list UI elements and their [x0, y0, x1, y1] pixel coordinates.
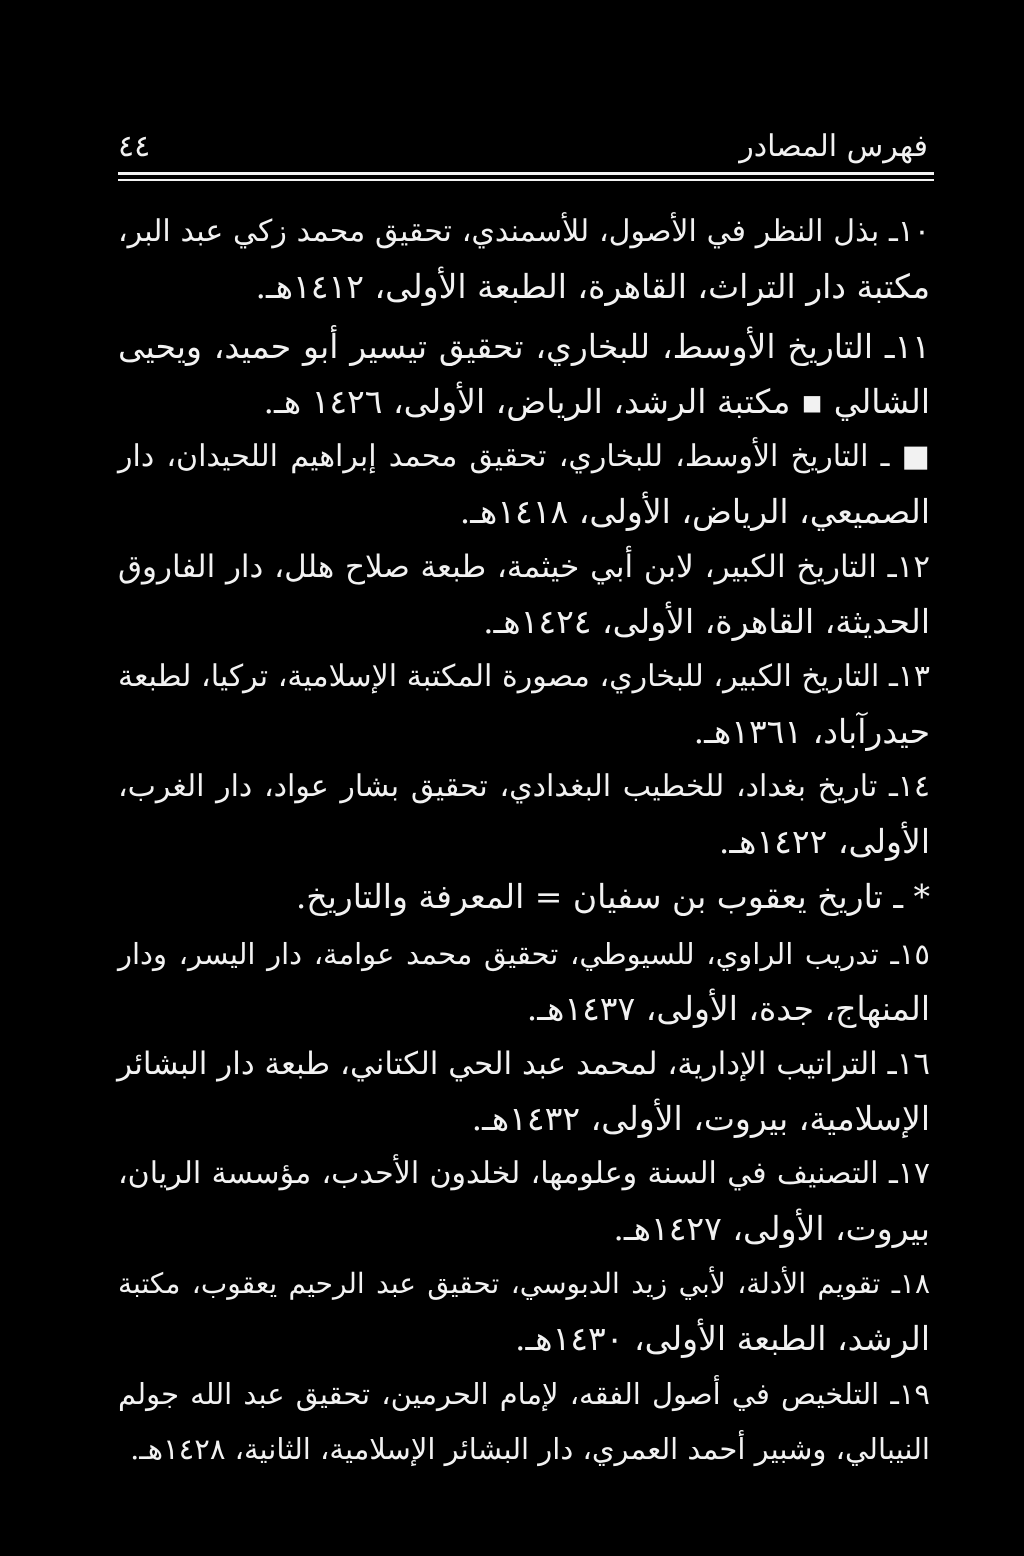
header-rule-top — [118, 172, 934, 175]
entry-line: ١١ـ التاريخ الأوسط، للبخاري، تحقيق تيسير أبو حميد، ويحيى — [118, 327, 930, 366]
entry-line: الأولى، ١٤٢٢هـ. — [718, 822, 930, 861]
entry-line: * ـ تاريخ يعقوب بن سفيان = المعرفة والتاريخ. — [295, 877, 930, 916]
header-rule-bottom — [118, 179, 934, 181]
entry-line: ١٧ـ التصنيف في السنة وعلومها، لخلدون الأحدب، مؤسسة الريان، — [118, 1156, 930, 1191]
entry-line: الحديثة، القاهرة، الأولى، ١٤٢٤هـ. — [483, 602, 930, 641]
entry-line: ١٢ـ التاريخ الكبير، لابن أبي خيثمة، طبعة صلاح هلل، دار الفاروق — [118, 549, 930, 585]
entry-line: حيدرآباد، ١٣٦١هـ. — [693, 712, 930, 751]
entry-line: المنهاج، جدة، الأولى، ١٤٣٧هـ. — [526, 989, 930, 1028]
entry-line: الرشد، الطبعة الأولى، ١٤٣٠هـ. — [515, 1319, 930, 1358]
entry-line: الإسلامية، بيروت، الأولى، ١٤٣٢هـ. — [471, 1099, 930, 1138]
entry-line: النيبالي، وشبير أحمد العمري، دار البشائر الإسلامية، الثانية، ١٤٢٨هـ. — [130, 1432, 930, 1466]
entry-line: ١٣ـ التاريخ الكبير، للبخاري، مصورة المكتبة الإسلامية، تركيا، لطبعة — [118, 659, 930, 694]
entry-line: الشالي ▪ مكتبة الرشد، الرياض، الأولى، ١٤٢٦ هـ. — [263, 382, 930, 421]
entry-line: ١٤ـ تاريخ بغداد، للخطيب البغدادي، تحقيق بشار عواد، دار الغرب، — [118, 769, 930, 804]
entry-line: ١٥ـ تدريب الراوي، للسيوطي، تحقيق محمد عوامة، دار اليسر، ودار — [118, 937, 930, 971]
entry-line: ١٦ـ التراتيب الإدارية، لمحمد عبد الحي الكتاني، طبعة دار البشائر — [117, 1046, 930, 1082]
entry-line: مكتبة دار التراث، القاهرة، الطبعة الأولى، ١٤١٢هـ. — [255, 267, 930, 306]
entry-line: الصميعي، الرياض، الأولى، ١٤١٨هـ. — [459, 492, 930, 531]
running-title: فهرس المصادر — [739, 129, 928, 164]
entry-line: ■ ـ التاريخ الأوسط، للبخاري، تحقيق محمد إبراهيم اللحيدان، دار — [118, 439, 930, 474]
entry-line: بيروت، الأولى، ١٤٢٧هـ. — [613, 1209, 930, 1248]
entry-line: ١٩ـ التلخيص في أصول الفقه، لإمام الحرمين، تحقيق عبد الله جولم — [118, 1377, 930, 1411]
page-header — [118, 122, 928, 172]
page-number: ٤٤ — [118, 129, 151, 164]
entry-line: ١٨ـ تقويم الأدلة، لأبي زيد الدبوسي، تحقيق عبد الرحيم يعقوب، مكتبة — [118, 1267, 930, 1300]
entry-line: ١٠ـ بذل النظر في الأصول، للأسمندي، تحقيق محمد زكي عبد البر، — [118, 214, 930, 249]
